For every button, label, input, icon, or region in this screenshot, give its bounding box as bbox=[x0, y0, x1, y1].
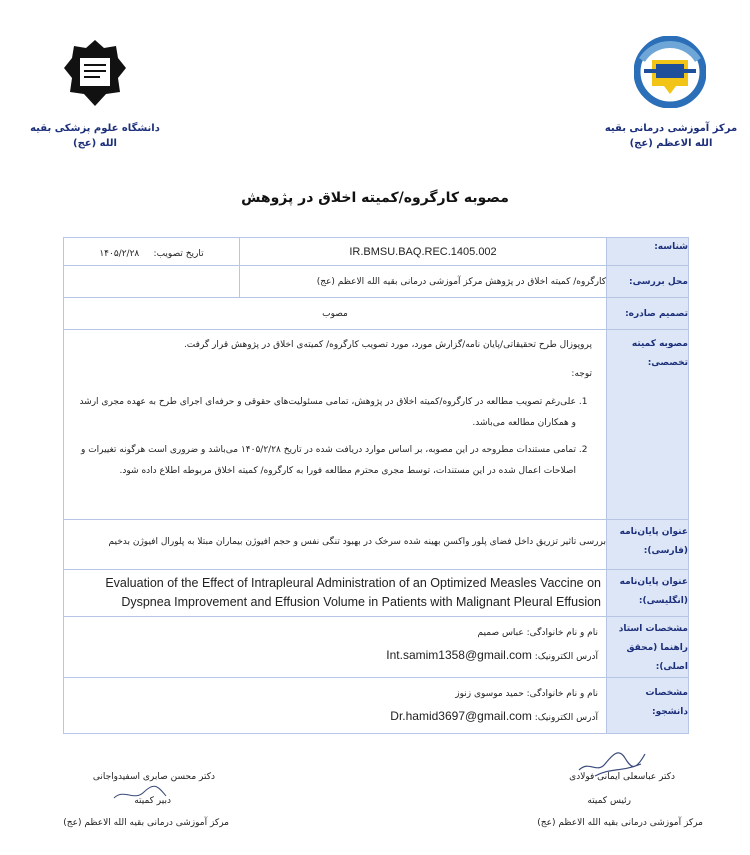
left-signer-name: دکتر محسن صابری اسفیدواجانی bbox=[92, 772, 215, 782]
title-fa-value: بررسی تاثیر تزریق داخل فضای پلور واکسن بهینه شده سرخک در بهبود تنگی نفس و حجم افیوژن بیماران مبتلا به پلورال افیوژن بدخیم bbox=[64, 520, 607, 570]
table-row bbox=[64, 570, 689, 617]
student-email-label: آدرس الکترونیک: bbox=[534, 713, 598, 723]
list-item: 2. تمامی مستندات مطروحه در این مصوبه، بر اساس موارد دریافت شده در تاریخ ۱۴۰۵/۲/۲۸ می‌باشد و ضروری است هرگونه تغییرات و اصلاحات اعمال شده در این مستندات، توسط مجری محترم مطالعه فورا به کارگروه/ کمیته اخلاق مربوطه اطلاع داده شود. bbox=[78, 440, 576, 482]
date-cell bbox=[64, 238, 240, 266]
decision-value: مصوب bbox=[64, 298, 607, 330]
approval-intro: پروپوزال طرح تحقیقاتی/پایان نامه/گزارش مورد، مورد تصویب کارگروه/ کمیته‌ی اخلاق در پژوهش قرار گرفت. bbox=[183, 340, 592, 350]
left-signature bbox=[40, 770, 229, 830]
empty-cell bbox=[64, 266, 240, 298]
hospital-logo-icon bbox=[634, 36, 706, 108]
title-fa-label: عنوان پایان‌نامه (فارسی): bbox=[607, 520, 689, 570]
left-institution: دانشگاه علوم پزشکی بقیه الله (عج) bbox=[30, 123, 160, 149]
decision-label: تصمیم صادره: bbox=[607, 298, 689, 330]
right-institution: مرکز آموزشی درمانی بقیه الله الاعظم (عج) bbox=[604, 123, 738, 149]
right-signer-role: رئیس کمیته bbox=[587, 796, 631, 806]
id-value: IR.BMSU.BAQ.REC.1405.002 bbox=[240, 238, 607, 266]
table-row bbox=[64, 298, 689, 330]
advisor-email-label: آدرس الکترونیک: bbox=[534, 652, 598, 662]
student-name-label: نام و نام خانوادگی: bbox=[526, 689, 598, 699]
table-row bbox=[64, 520, 689, 570]
advisor-name-label: نام و نام خانوادگی: bbox=[526, 628, 598, 638]
approval-table bbox=[63, 237, 689, 734]
right-signer-org: مرکز آموزشی درمانی بقیه الله الاعظم (عج) bbox=[537, 818, 703, 828]
student-label: مشخصات دانشجو: bbox=[607, 678, 689, 734]
advisor-name: عباس صمیم bbox=[477, 628, 524, 638]
page-title: مصوبه کارگروه/کمیته اخلاق در پژوهش bbox=[241, 190, 509, 206]
left-signer-role: دبیر کمیته bbox=[134, 796, 171, 806]
title-en-value: Evaluation of the Effect of Intrapleural Administration of an Optimized Measles Vaccine on Dyspnea Improvement and Effusion Volume in Patients with Malignant Pleural Effusion bbox=[64, 570, 607, 617]
university-logo-icon bbox=[62, 38, 128, 108]
date-label: تاریخ تصویب: bbox=[153, 249, 204, 259]
place-value: کارگروه/ کمیته اخلاق در پژوهش مرکز آموزشی درمانی بقیه الله الاعظم (عج) bbox=[240, 266, 607, 298]
table-row bbox=[64, 238, 689, 266]
student-email: Dr.hamid3697@gmail.com bbox=[390, 709, 532, 723]
table-row bbox=[64, 678, 689, 734]
title-en-label: عنوان پایان‌نامه (انگلیسی): bbox=[607, 570, 689, 617]
left-signer-org: مرکز آموزشی درمانی بقیه الله الاعظم (عج) bbox=[63, 818, 229, 828]
place-label: محل بررسی: bbox=[607, 266, 689, 298]
table-row bbox=[64, 266, 689, 298]
advisor-content bbox=[64, 617, 607, 678]
right-signer-name: دکتر عباسعلی ایمانی فولادی bbox=[569, 772, 675, 782]
advisor-label: مشخصات استاد راهنما (محقق اصلی): bbox=[607, 617, 689, 678]
table-row bbox=[64, 330, 689, 520]
date-value: ۱۴۰۵/۲/۲۸ bbox=[99, 249, 140, 259]
advisor-email: Int.samim1358@gmail.com bbox=[386, 648, 532, 662]
student-content bbox=[64, 678, 607, 734]
notes-list bbox=[78, 392, 592, 482]
list-item: 1. علی‌رغم تصویب مطالعه در کارگروه/کمیته اخلاق در پژوهش، تمامی مسئولیت‌های حقوقی و حرفه‌ای اجرای طرح به عهده مجری ارشد و همکاران مطالعه می‌باشد. bbox=[78, 392, 576, 434]
student-name: حمید موسوی زنوز bbox=[455, 689, 524, 699]
id-label: شناسه: bbox=[607, 238, 689, 266]
note-label: توجه: bbox=[571, 369, 592, 379]
approval-label: مصوبه کمیته تخصصی: bbox=[607, 330, 689, 520]
table-row bbox=[64, 617, 689, 678]
approval-content bbox=[64, 330, 607, 520]
right-signature bbox=[470, 770, 703, 830]
